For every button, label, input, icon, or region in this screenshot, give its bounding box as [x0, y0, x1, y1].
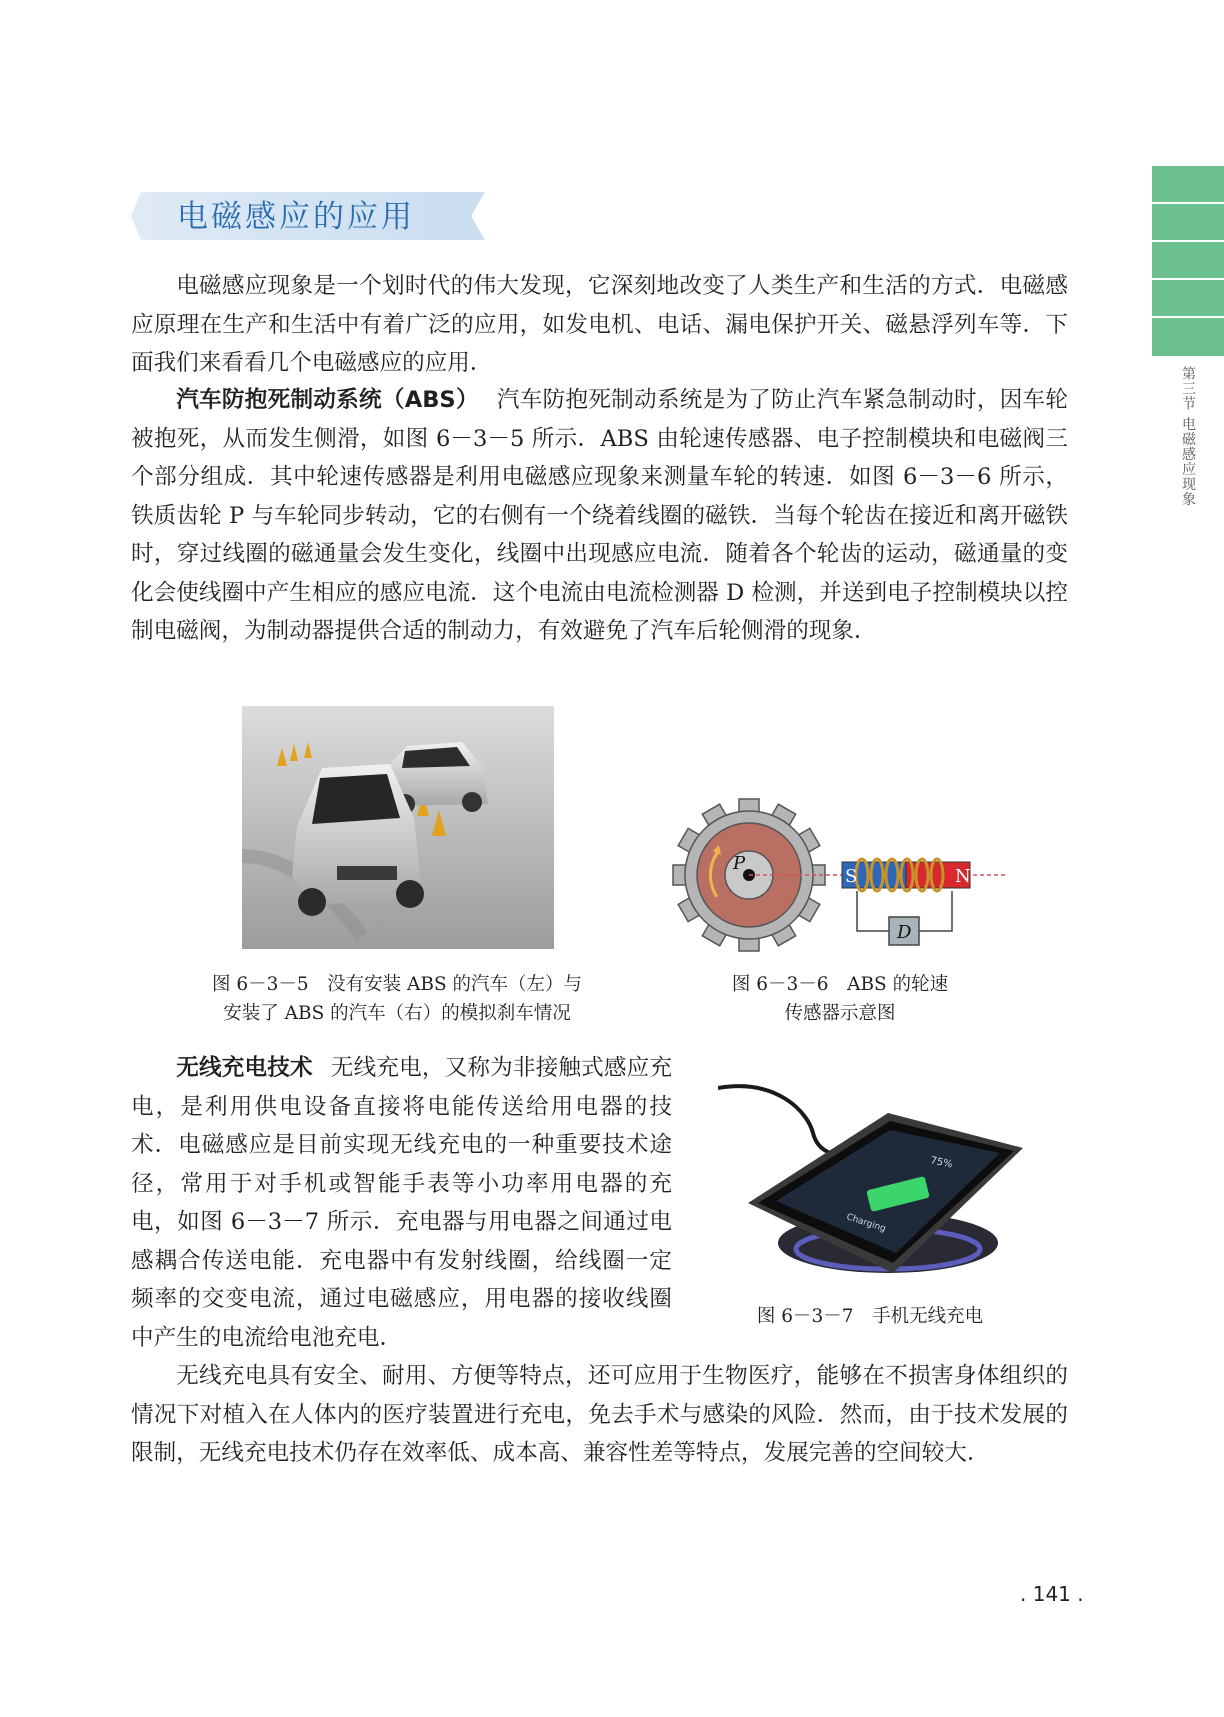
phone-battery-text: 75% — [929, 1155, 954, 1171]
wireless-charging-photo — [718, 1073, 1028, 1279]
page-number: . 141 . — [1020, 1582, 1084, 1606]
gear-label: P — [733, 853, 746, 874]
side-section-label: 第三节 电磁感应现象 — [1180, 366, 1196, 507]
fig-6-3-6-caption-line2: 传感器示意图 — [784, 1003, 896, 1024]
fig-6-3-5-caption-line2: 安装了 ABS 的汽车（右）的模拟刹车情况 — [223, 1003, 571, 1024]
abs-lead: 汽车防抱死制动系统（ABS） — [176, 387, 479, 413]
phone-status-text: Charging — [845, 1212, 887, 1235]
wireless-text: 无线充电，又称为非接触式感应充电，是利用供电设备直接将电能传送给用电器的技术．电磁感应是目前实现无线充电的一种重要技术途径，常用于对手机或智能手表等小功率用电器的充电，如图 6－3－7 所示．充电器与用电器之间通过电感耦合传送电能．充电器中有发射线圈，给线圈一定频率的交变电流，通过电磁感应，用电器的接收线圈中产生的电流给电池充电． — [131, 1055, 673, 1351]
intro-paragraph: 电磁感应现象是一个划时代的伟大发现，它深刻地改变了人类生产和生活的方式．电磁感应原理在生产和生活中有着广泛的应用，如发电机、电话、漏电保护开关、磁悬浮列车等．下面我们来看看几个电磁感应的应用． — [131, 273, 1068, 376]
fig-6-3-7-caption: 图 6－3－7 手机无线充电 — [756, 1306, 984, 1327]
abs-car-photo — [242, 706, 554, 949]
detector-label: D — [897, 922, 912, 943]
fig-6-3-6-caption — [690, 970, 990, 1028]
fig-6-3-5-caption — [188, 970, 606, 1028]
abs-paragraph — [131, 381, 1068, 651]
south-pole-label: S — [845, 866, 858, 887]
north-pole-label: N — [955, 866, 971, 887]
wheel-speed-sensor-diagram — [667, 795, 1007, 955]
chapter-tabs — [1152, 166, 1224, 356]
coil-magnet — [842, 859, 970, 891]
fig-6-3-5-caption-line1: 图 6－3－5 没有安装 ABS 的汽车（左）与 — [211, 974, 583, 995]
abs-text: 汽车防抱死制动系统是为了防止汽车紧急制动时，因车轮被抱死，从而发生侧滑，如图 6－3－5 所示．ABS 由轮速传感器、电子控制模块和电磁阀三个部分组成．其中轮速传感器是利用电磁感应现象来测量车轮的转速．如图 6－3－6 所示，铁质齿轮 P 与车轮同步转动，它的右侧有一个绕着线圈的磁铁．当每个轮齿在接近和离开磁铁时，穿过线圈的磁通量会发生变化，线圈中出现感应电流．随着各个轮齿的运动，磁通量的变化会使线圈中产生相应的感应电流．这个电流由电流检测器 D 检测，并送到电子控制模块以控制电磁阀，为制动器提供合适的制动力，有效避免了汽车后轮侧滑的现象． — [131, 387, 1068, 644]
features-paragraph: 无线充电具有安全、耐用、方便等特点，还可应用于生物医疗，能够在不损害身体组织的情况下对植入在人体内的医疗装置进行充电，免去手术与感染的风险．然而，由于技术发展的限制，无线充电技术仍存在效率低、成本高、兼容性差等特点，发展完善的空间较大． — [131, 1363, 1068, 1466]
wireless-paragraph — [131, 1049, 672, 1357]
section-title: 电磁感应的应用 — [177, 199, 415, 235]
wireless-lead: 无线充电技术 — [176, 1055, 313, 1081]
fig-6-3-6-caption-line1: 图 6－3－6 ABS 的轮速 — [731, 974, 949, 995]
